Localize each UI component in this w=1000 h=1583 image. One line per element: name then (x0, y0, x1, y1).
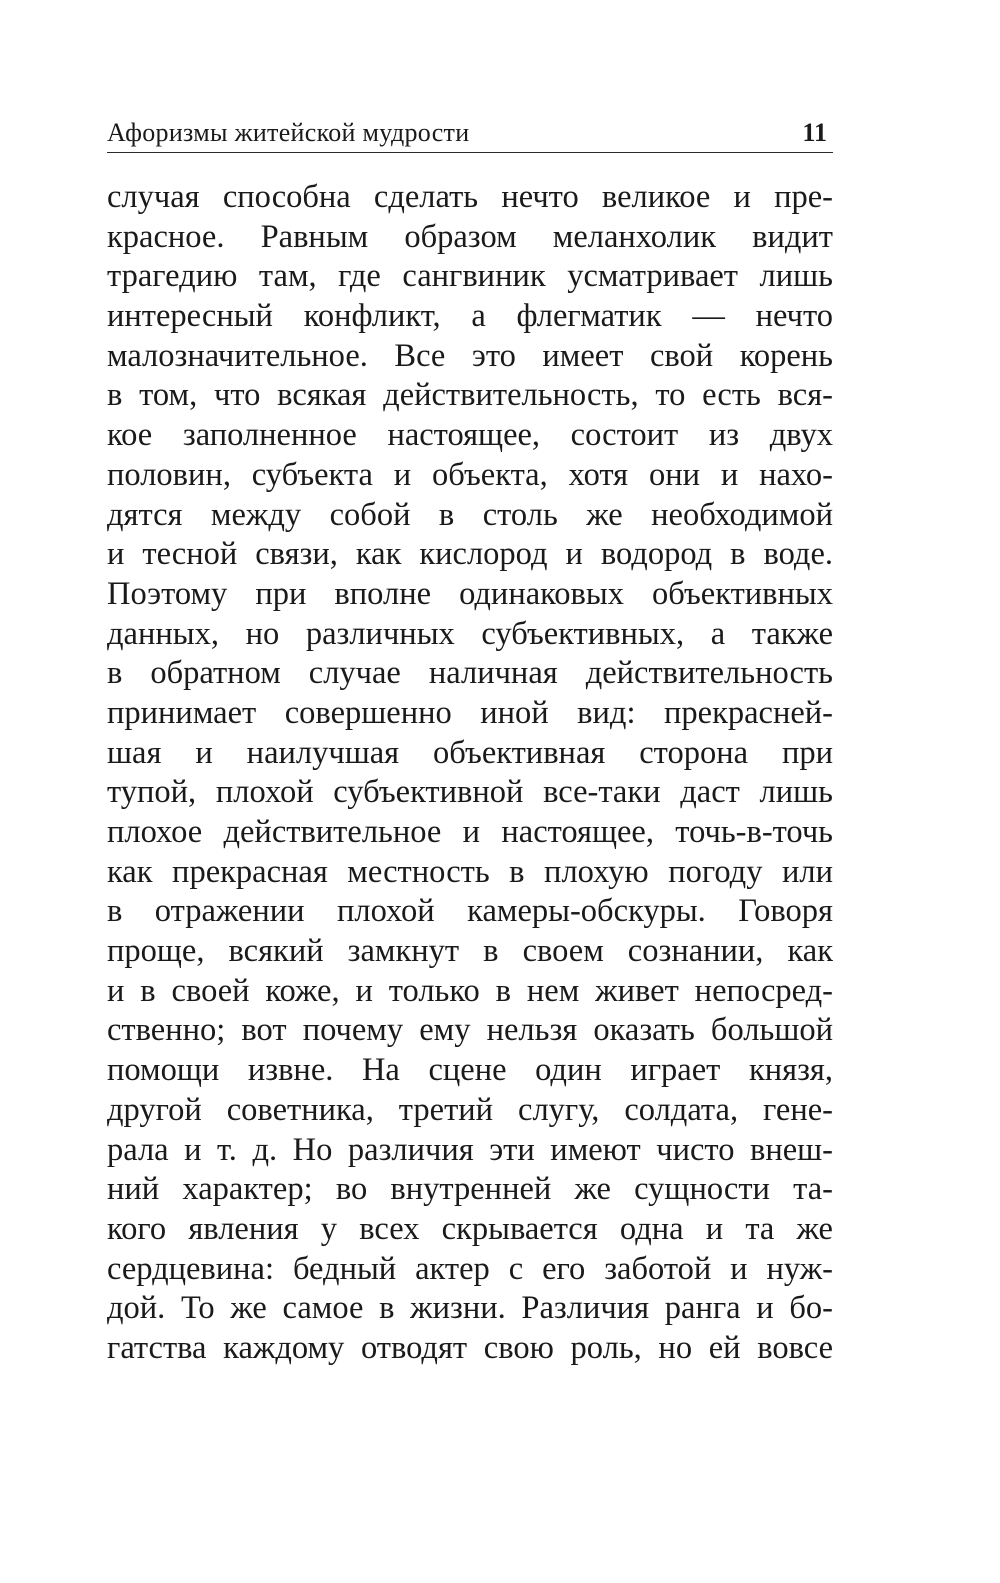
page-number: 11 (802, 118, 827, 147)
text-line: интересный конфликт, а флегматик — нечто (107, 298, 833, 335)
text-line: помощи извне. На сцене один играет князя, (107, 1052, 833, 1089)
text-line: красное. Равным образом меланхолик видит (107, 218, 833, 255)
text-line: в отражении плохой камеры-обскуры. Говоря (107, 893, 833, 930)
text-line: тупой, плохой субъективной все-таки даст лишь (107, 774, 833, 811)
text-line: кого явления у всех скрывается одна и та же (107, 1210, 833, 1247)
text-line: Поэтому при вполне одинаковых объективных (107, 575, 833, 612)
text-line: принимает совершенно иной вид: прекрасней- (107, 694, 833, 731)
text-line: проще, всякий замкнут в своем сознании, как (107, 933, 833, 970)
text-line: ственно; вот почему ему нельзя оказать большой (107, 1012, 833, 1049)
text-line: половин, субъекта и объекта, хотя они и нахо- (107, 456, 833, 493)
text-line: гатства каждому отводят свою роль, но ей вовсе (107, 1329, 833, 1366)
text-line: другой советника, третий слугу, солдата, гене- (107, 1091, 833, 1128)
text-line: трагедию там, где сангвиник усматривает лишь (107, 258, 833, 295)
text-line: дятся между собой в столь же необходимой (107, 496, 833, 533)
text-line: и в своей коже, и только в нем живет непосред- (107, 972, 833, 1009)
text-line: и тесной связи, как кислород и водород в воде. (107, 536, 833, 573)
running-title: Афоризмы житейской мудрости (107, 118, 470, 147)
text-line: ний характер; во внутренней же сущности та- (107, 1171, 833, 1208)
body-text (107, 178, 833, 1369)
text-line: как прекрасная местность в плохую погоду или (107, 853, 833, 890)
running-header (107, 112, 833, 153)
text-line: сердцевина: бедный актер с его заботой и нуж- (107, 1250, 833, 1287)
text-line: в обратном случае наличная действительность (107, 655, 833, 692)
text-line: данных, но различных субъективных, а также (107, 615, 833, 652)
text-line: в том, что всякая действительность, то есть вся- (107, 377, 833, 414)
text-line: дой. То же самое в жизни. Различия ранга и бо- (107, 1290, 833, 1327)
text-line: кое заполненное настоящее, состоит из двух (107, 417, 833, 454)
text-line: шая и наилучшая объективная сторона при (107, 734, 833, 771)
text-line: плохое действительное и настоящее, точь-в-точь (107, 814, 833, 850)
text-line: малозначительное. Все это имеет свой корень (107, 337, 833, 374)
text-line: рала и т. д. Но различия эти имеют чисто внеш- (107, 1131, 833, 1168)
text-line: случая способна сделать нечто великое и пре- (107, 179, 833, 215)
